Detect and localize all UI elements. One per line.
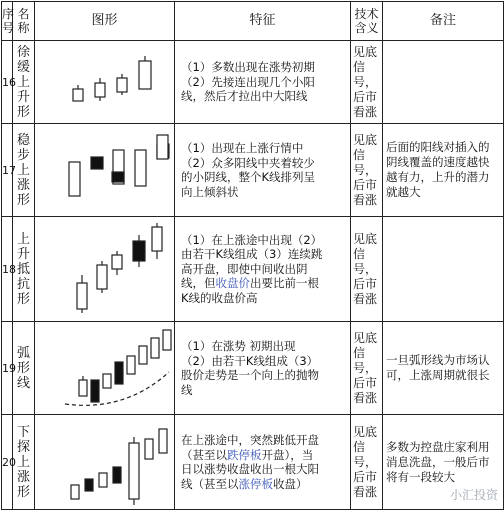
feature-line: （2）先接连出现几个小阳: [181, 74, 315, 89]
row-number: 19: [2, 322, 13, 415]
candle-yang-1: [73, 89, 83, 101]
highlight-word: 跌停板: [227, 447, 262, 462]
technical-meaning: 见底信号，后市看涨: [351, 415, 383, 510]
technical-meaning: 见底信号，后市看涨: [351, 217, 383, 322]
pattern-name: 上升抵抗形: [13, 217, 35, 322]
feature-line: 高开盘，即使中间收出阴: [181, 261, 308, 276]
feature-line: 向上倾斜状: [181, 184, 239, 199]
candle-yang-4: [139, 61, 151, 89]
row-number: 20: [2, 415, 13, 510]
candle-yang: [127, 356, 135, 374]
feature-line: （2）由若干K线组成（3）: [181, 353, 319, 368]
row-number: 17: [2, 124, 13, 217]
feature-line: （甚至以跌停板开盘），当: [181, 447, 314, 462]
candle-yin: [91, 380, 99, 402]
candle-yang: [157, 135, 168, 159]
feature-line: 线，然后才拉出中大阳线: [181, 89, 308, 104]
highlight-word: 收盘价: [215, 276, 250, 291]
feature-text: [175, 41, 351, 124]
candle-yang: [152, 227, 162, 251]
candle-yang: [151, 338, 159, 358]
pattern-name: 稳步上涨形: [13, 124, 35, 217]
note-text: 多数为控盘庄家利用消息洗盘，一般后市将有一段较大: [383, 415, 504, 510]
note-text: [383, 41, 504, 124]
candlestick-diagram: [35, 124, 175, 216]
header-feature: 特征: [175, 2, 351, 41]
pattern-name: 徐缓上升形: [13, 41, 35, 124]
feature-line: （1）出现在上涨行情中: [181, 141, 304, 155]
technical-meaning: 见底信号，后市看涨: [351, 41, 383, 124]
feature-line: K线的收盘价高: [181, 290, 258, 305]
feature-text: [175, 124, 351, 217]
pattern-figure: [35, 41, 175, 124]
note-text: 一旦弧形线为市场认可，上涨周期就很长: [383, 322, 504, 415]
candle-yin: [85, 479, 93, 491]
feature-line: 股价走势是一个向上的抛物: [181, 368, 319, 382]
table-row: [2, 41, 504, 124]
feature-line: 在上涨途中，突然跳低开盘: [181, 433, 319, 447]
feature-line: （1）在上涨途中出现（2）: [181, 232, 323, 247]
candle-yang: [71, 485, 79, 499]
pattern-name: 下探上涨形: [13, 415, 35, 510]
candle-yang: [159, 429, 167, 453]
candle-yang-3: [117, 78, 127, 92]
candle-yang: [77, 283, 87, 309]
header-figure: 图形: [35, 2, 175, 41]
note-text: 后面的阳线对插入的阴线覆盖的速度越快越有力，上升的潜力就越大: [383, 124, 504, 217]
feature-line: （1）多数出现在涨势初期: [181, 60, 315, 75]
candlestick-diagram: [35, 415, 175, 509]
header-note: 备注: [383, 2, 504, 41]
feature-text: [175, 322, 351, 415]
candle-yang: [139, 346, 147, 364]
candlestick-diagram: [35, 41, 175, 123]
pattern-figure: [35, 217, 175, 322]
candle-yin: [91, 157, 103, 169]
row-number: 18: [2, 217, 13, 322]
candle-yin: [133, 241, 145, 261]
pattern-figure: [35, 415, 175, 510]
candle-yang: [97, 265, 107, 289]
feature-line: 由若干K线组成（3）连续跳: [181, 247, 323, 262]
row-number: 16: [2, 41, 13, 124]
candle-big-yang: [129, 443, 139, 499]
candle-yang: [145, 439, 153, 459]
candle-yang: [69, 162, 80, 196]
candle-yang: [112, 255, 122, 269]
feature-line: 线，但收盘价出要比前一根: [181, 276, 319, 291]
technical-meaning: 见底信号，后市看涨: [351, 124, 383, 217]
candle-yang: [79, 380, 87, 396]
pattern-name: 弧形线: [13, 322, 35, 415]
feature-text: [175, 415, 351, 510]
watermark: 小汇投资: [449, 488, 498, 502]
feature-line: 的小阴线，整个K线排列呈: [181, 170, 316, 184]
table-row: [2, 415, 504, 510]
feature-line: （1）在涨势 初期出现: [181, 339, 296, 353]
feature-line: （2）众多阳线中夹着较少: [181, 155, 315, 170]
candlestick-diagram: [35, 322, 175, 414]
table-row: [2, 322, 504, 415]
candle-yin: [112, 172, 124, 182]
candle-yang: [135, 150, 146, 186]
header-seq: 序号: [2, 2, 13, 41]
candle-yang: [103, 374, 111, 388]
feature-line: 线: [181, 382, 193, 397]
candle-yang: [163, 330, 171, 350]
highlight-word: 涨停板: [238, 476, 273, 491]
feature-line: 日以涨势收盘收出一根大阳: [181, 462, 319, 476]
table-row: [2, 124, 504, 217]
candle-yin: [113, 467, 121, 483]
note-text: [383, 217, 504, 322]
candle-yang: [99, 473, 107, 487]
table-row: [2, 217, 504, 322]
header-row: [2, 2, 504, 41]
feature-text: [175, 217, 351, 322]
candlestick-diagram: [35, 217, 175, 321]
feature-line: 线（甚至以涨停板收盘）: [181, 476, 308, 491]
header-meaning: 技术含义: [351, 2, 383, 41]
header-name: 名称: [13, 2, 35, 41]
candle-yin: [115, 362, 123, 384]
technical-meaning: 见底信号，后市看涨: [351, 322, 383, 415]
pattern-figure: [35, 124, 175, 217]
candle-yang-2: [95, 83, 105, 97]
pattern-figure: [35, 322, 175, 415]
